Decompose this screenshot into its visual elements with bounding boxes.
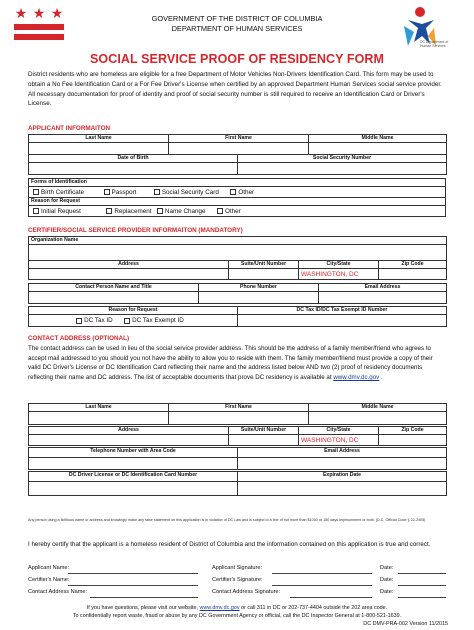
provider-zip-label: Zip Code: [379, 261, 447, 269]
reason-options: [29, 206, 446, 217]
gov-line: GOVERNMENT OF THE DISTRICT OF COLUMBIA: [151, 14, 323, 23]
provider-city-label: City/State: [299, 261, 379, 269]
first-name-field[interactable]: [169, 143, 309, 155]
contact-name-table: [28, 403, 447, 425]
applicant-table: [28, 134, 447, 155]
footer-pre: If you have questions, please visit our website,: [86, 605, 198, 611]
dc-tax-id-label: DC Tax ID: [84, 317, 113, 324]
contact-name-label: Contact Address Name:: [28, 589, 88, 595]
contact-suite-field[interactable]: [229, 435, 299, 446]
forms-other-label: Other: [238, 188, 255, 196]
flag-bar: [14, 34, 64, 40]
provider-suite-field[interactable]: [229, 269, 299, 280]
contact-signature-row: [28, 589, 446, 599]
contact-first-name-field[interactable]: [169, 412, 309, 425]
contact-sig-label: Contact Address Signature:: [212, 589, 281, 595]
first-name-label: First Name: [169, 135, 309, 143]
tax-id-field[interactable]: [238, 315, 447, 327]
contact-city-value: WASHINGTON, DC: [299, 435, 379, 446]
applicant-sig-label: Applicant Signature:: [212, 565, 263, 571]
certifier-date-field[interactable]: [398, 585, 446, 586]
certifier-date-label: Date:: [380, 577, 394, 583]
applicant-sig-field[interactable]: [272, 573, 372, 574]
id-forms-table: [28, 178, 446, 217]
last-name-field[interactable]: [29, 143, 169, 155]
agency-header: [120, 14, 354, 34]
tax-options: [29, 315, 238, 327]
footer: [28, 604, 446, 620]
forms-label: Forms of Identification: [29, 179, 446, 187]
ss-card-checkbox[interactable]: [154, 189, 160, 195]
forms-other-checkbox[interactable]: [230, 189, 236, 195]
contact-text: The contact address can be used in lieu of the social service provider address. This should be the address of a family member/friend who agrees to accept mail addressed to you should you not have the ability to allow you to reside with them. The family member/friend must provide a copy of their valid DC Driver's License or DC Identification Card reflecting their name and the address listed below AND two (2) proof of residency documents reflecting their name and DC address. The list of acceptable documents that prove DC residency is available at: [28, 345, 433, 382]
passport-checkbox[interactable]: [104, 189, 110, 195]
contact-address-table: [28, 426, 447, 446]
footer-line-1: [28, 604, 446, 612]
contact-address-field[interactable]: [29, 435, 229, 446]
contact-email-label: Email Address: [238, 448, 447, 458]
org-name-field[interactable]: [29, 245, 447, 261]
provider-phone-field[interactable]: [199, 292, 319, 304]
form-title: SOCIAL SERVICE PROOF OF RESIDENCY FORM: [89, 52, 385, 66]
ssn-field[interactable]: [238, 163, 447, 175]
middle-name-label: Middle Name: [309, 135, 447, 143]
provider-city-value: WASHINGTON, DC: [299, 269, 379, 280]
applicant-name-field[interactable]: [68, 573, 198, 574]
legal-fine-print: Any person using a fictitious name or address and knowingly make any false statement on this application is in violation of DC Law and is subject to a fine of not more than $1000 or 180 days imprisonment or both. (D.C. Official Code § 22-2405): [28, 518, 426, 522]
star-icon: ★: [14, 5, 28, 21]
footer-line-2: To confidentially report waste, fraud or abuse by any DC Government Agency or official, call the DC Inspector General at 1-800-521-1639.: [72, 613, 402, 619]
passport-label: Passport: [111, 188, 137, 196]
birth-certificate-label: Birth Certificate: [41, 188, 85, 196]
contact-address-label: Address: [29, 427, 229, 435]
contact-sig-field[interactable]: [290, 597, 372, 598]
provider-reason-label: Reason for Request: [29, 307, 238, 315]
initial-request-label: Initial Request: [41, 207, 81, 215]
name-change-label: Name Change: [164, 207, 206, 215]
reason-other-checkbox[interactable]: [217, 208, 223, 214]
certifier-signature-row: [28, 577, 446, 587]
provider-address-field[interactable]: [29, 269, 229, 280]
provider-phone-label: Phone Number: [199, 284, 319, 292]
forms-options: [29, 187, 446, 198]
certifier-name-label: Certifier's Name:: [28, 577, 70, 583]
tax-id-label: DC Tax ID/DC Tax Exempt ID Number: [238, 307, 447, 315]
applicant-signature-row: [28, 565, 446, 575]
birth-certificate-checkbox[interactable]: [33, 189, 39, 195]
provider-tax-table: [28, 306, 447, 327]
middle-name-field[interactable]: [309, 143, 447, 155]
contact-suite-label: Suite/Unit Number: [229, 427, 299, 435]
provider-contact-table: [28, 283, 447, 304]
dob-label: Date of Birth: [29, 155, 238, 163]
form-version: DC DMV-PRA-002 Version 11/2015: [363, 621, 448, 627]
contact-last-name-label: Last Name: [29, 404, 169, 412]
provider-address-label: Address: [29, 261, 229, 269]
ss-card-label: Social Security Card: [161, 188, 219, 196]
contact-city-label: City/State: [299, 427, 379, 435]
contact-zip-field[interactable]: [379, 435, 447, 446]
reason-label: Reason for Request: [29, 198, 446, 206]
expiration-field[interactable]: [238, 482, 447, 496]
contact-zip-label: Zip Code: [379, 427, 447, 435]
applicant-name-label: Applicant Name:: [28, 565, 70, 571]
footer-dmv-link[interactable]: www.dmv.dc.gov: [199, 605, 240, 611]
provider-section-title: CERTIFIER/SOCIAL SERVICE PROVIDER INFORMAITON (MANDATORY): [28, 227, 243, 234]
certification-statement: I hereby certify that the applicant is a homeless resident of District of Columbia and the information contained on this application is true and correct.: [28, 541, 431, 548]
contact-date-label: Date:: [380, 589, 394, 595]
dob-field[interactable]: [29, 163, 238, 175]
replacement-checkbox[interactable]: [106, 208, 112, 214]
contact-phone-field[interactable]: [29, 458, 238, 470]
license-label: DC Driver License or DC Identification Card Number: [29, 472, 238, 482]
contact-middle-name-field[interactable]: [309, 412, 447, 425]
provider-zip-field[interactable]: [379, 269, 447, 280]
applicant-date-label: Date:: [380, 565, 394, 571]
contact-name-field[interactable]: [90, 597, 198, 598]
contact-person-label: Contact Person Name and Title: [29, 284, 199, 292]
name-change-checkbox[interactable]: [157, 208, 163, 214]
contact-license-table: [28, 471, 447, 496]
applicant-dob-table: [28, 154, 447, 175]
license-field[interactable]: [29, 482, 238, 496]
dmv-link[interactable]: www.dmv.dc.gov: [333, 374, 380, 382]
dc-flag-logo: [14, 6, 64, 46]
certifier-name-field[interactable]: [68, 585, 198, 586]
dept-line: DEPARTMENT OF HUMAN SERVICES: [171, 24, 303, 33]
contact-phone-table: [28, 447, 447, 470]
ssn-label: Social Security Number: [238, 155, 447, 163]
reason-other-label: Other: [224, 207, 241, 215]
dc-tax-exempt-label: DC Tax Exempt ID: [132, 317, 184, 324]
footer-post: or call 311 in DC or 202-737-4404 outside the 202 area code.: [241, 605, 388, 611]
certifier-sig-field[interactable]: [272, 585, 372, 586]
contact-email-field[interactable]: [238, 458, 447, 470]
contact-phone-label: Telephone Number with Area Code: [29, 448, 238, 458]
applicant-date-field[interactable]: [398, 573, 446, 574]
provider-email-label: Email Address: [319, 284, 447, 292]
provider-table: [28, 236, 447, 280]
replacement-label: Replacement: [114, 207, 152, 215]
contact-first-name-label: First Name: [169, 404, 309, 412]
contact-person-field[interactable]: [29, 292, 199, 304]
star-icon: ★: [32, 5, 46, 21]
provider-email-field[interactable]: [319, 292, 447, 304]
org-name-label: Organization Name: [29, 237, 447, 245]
certifier-sig-label: Certifier's Signature:: [212, 577, 263, 583]
contact-middle-name-label: Middle Name: [309, 404, 447, 412]
dc-tax-exempt-checkbox[interactable]: [124, 318, 130, 324]
contact-date-field[interactable]: [398, 597, 446, 598]
star-icon: ★: [50, 5, 64, 21]
intro-paragraph: District residents who are homeless are eligible for a free Department of Motor Vehicles Non-Drivers Identification Card. This form may be used to obtain a No Fee Identification Card or a For Fee Driver's License when certified by an approved Department Human Services social service provider. All necessary documentation for proof of identity and proof of social security number is still required to receive an Identification Card or Driver's License.: [28, 71, 442, 108]
flag-bar: [14, 24, 64, 30]
contact-last-name-field[interactable]: [29, 412, 169, 425]
dc-tax-id-checkbox[interactable]: [76, 318, 82, 324]
contact-paragraph: The contact address can be used in lieu of the social service provider address. This should be the address of a family member/friend who agrees to accept mail addressed to you should you not have the ability to allow you to reside with them. The family member/friend must provide a copy of their valid DC Driver's License or DC Identification Card reflecting their name and the address listed below AND two (2) proof of residency documents reflecting their name and DC address. The list of acceptable documents that prove DC residency is available at www.dmv.dc.gov .: [28, 345, 433, 382]
initial-request-checkbox[interactable]: [33, 208, 39, 214]
expiration-label: Expiration Date: [238, 472, 447, 482]
logo-caption: DC Department of Human Services: [420, 40, 449, 48]
contact-section-title: CONTACT ADDRESS (OPTIONAL): [28, 335, 130, 342]
last-name-label: Last Name: [29, 135, 169, 143]
applicant-section-title: APPLICANT INFORMAITON: [28, 125, 111, 132]
provider-suite-label: Suite/Unit Number: [229, 261, 299, 269]
